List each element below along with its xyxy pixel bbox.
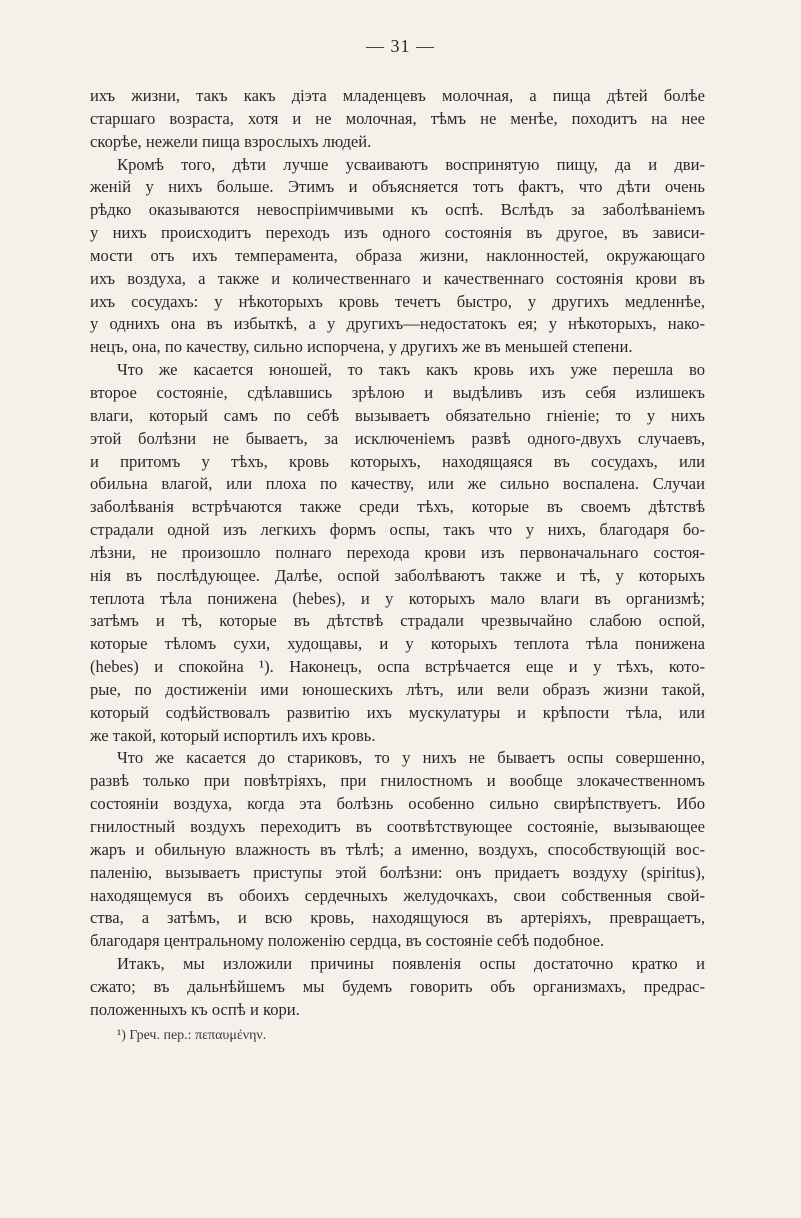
text-line: жаръ и обильную влажность въ тѣлѣ; а именно, воздухъ, способствующій вос- <box>90 839 705 859</box>
text-line: старшаго возраста, хотя и не молочная, тѣмъ не менѣе, походитъ на нее <box>90 108 705 128</box>
text-line: лѣзни, не произошло полнаго перехода крови изъ первоначальнаго состоя- <box>90 542 705 562</box>
text-line: рые, по достиженіи ими юношескихъ лѣтъ, или вели образъ жизни такой, <box>90 679 705 699</box>
page-number: — 31 — <box>366 36 435 56</box>
text-line: Что же касается юношей, то такъ какъ кровь ихъ уже перешла во <box>117 360 705 380</box>
text-line: второе состояніе, сдѣлавшись зрѣлою и выдѣливъ изъ себя излишекъ <box>90 382 705 402</box>
text-line: мости отъ ихъ темперамента, образа жизни, наклонностей, окружающаго <box>90 245 705 265</box>
text-line: скорѣе, нежели пища взрослыхъ людей. <box>90 131 372 151</box>
text-line: заболѣванія встрѣчаются также среди тѣхъ, которые въ своемъ дѣтствѣ <box>90 497 705 517</box>
text-line: состояніи воздуха, когда эта болѣзнь особенно сильно свирѣпствуетъ. Ибо <box>90 794 705 814</box>
text-line: сжато; въ дальнѣйшемъ мы будемъ говорить объ организмахъ, предрас- <box>90 976 705 996</box>
text-line: паленію, вызываетъ приступы этой болѣзни: онъ придаетъ воздуху (spiritus), <box>90 862 705 882</box>
text-line: который содѣйствовалъ развитію ихъ мускулатуры и крѣпости тѣла, или <box>90 702 705 722</box>
text-line: ихъ воздуха, а также и количественнаго и качественнаго состоянія крови въ <box>90 268 705 288</box>
body-text <box>90 85 705 1022</box>
text-line: рѣдко оказываются невоспріимчивыми къ оспѣ. Вслѣдъ за заболѣваніемъ <box>90 200 705 220</box>
text-line: у нихъ происходитъ переходъ изъ одного состоянія въ другое, въ зависи- <box>90 223 705 243</box>
footnote <box>117 1028 266 1044</box>
text-line: нецъ, она, по качеству, сильно испорчена, у другихъ же въ меньшей степени. <box>90 337 633 357</box>
text-line: Итакъ, мы изложили причины появленія оспы достаточно кратко и <box>117 954 705 974</box>
text-line: развѣ только при повѣтріяхъ, при гнилостномъ и вообще злокачественномъ <box>90 771 705 791</box>
text-line: нія въ послѣдующее. Далѣе, оспой заболѣваютъ также и тѣ, у которыхъ <box>90 565 705 585</box>
text-line: находящемуся въ обоихъ сердечныхъ желудочкахъ, свои собственныя свой- <box>90 885 705 905</box>
text-line: ихъ жизни, такъ какъ діэта младенцевъ молочная, а пища дѣтей болѣе <box>90 86 705 105</box>
text-line: ихъ сосудахъ: у нѣкоторыхъ кровь течетъ быстро, у другихъ медленнѣе, <box>90 291 705 311</box>
text-line: этой болѣзни не бываетъ, за исключеніемъ развѣ одного-двухъ случаевъ, <box>90 428 705 448</box>
text-line: благодаря центральному положенію сердца, въ состояніе себѣ подобное. <box>90 931 605 951</box>
text-line: у однихъ она въ избыткѣ, а у другихъ—недостатокъ ея; у нѣкоторыхъ, нако- <box>90 314 705 334</box>
text-line: гнилостный воздухъ переходитъ въ соотвѣтствующее состояніе, вызывающее <box>90 817 705 836</box>
text-line: ства, а затѣмъ, и всю кровь, находящуюся въ артеріяхъ, превращаетъ, <box>90 908 705 928</box>
text-line: теплота тѣла понижена (hebes), и у которыхъ мало влаги въ организмѣ; <box>90 588 705 608</box>
text-line: Кромѣ того, дѣти лучше усваиваютъ воспринятую пищу, да и дви- <box>117 154 705 174</box>
text-line: которые тѣломъ сухи, худощавы, и у которыхъ теплота тѣла понижена <box>90 634 705 654</box>
footnote-marker: ¹) <box>117 1028 126 1043</box>
text-line: же такой, который испортилъ ихъ кровь. <box>90 725 376 745</box>
text-line: положенныхъ къ оспѣ и кори. <box>90 999 300 1019</box>
text-line: затѣмъ и тѣ, которые въ дѣтствѣ страдали чрезвычайно слабою оспой, <box>90 611 705 631</box>
text-line: влаги, который самъ по себѣ вызываетъ обязательно гніеніе; то у нихъ <box>90 405 705 425</box>
text-line: Что же касается до стариковъ, то у нихъ не бываетъ оспы совершенно, <box>117 748 705 768</box>
text-line: страдали одной изъ легкихъ формъ оспы, такъ что у нихъ, благодаря бо- <box>90 520 705 540</box>
text-line: и притомъ у тѣхъ, кровь которыхъ, находящаяся въ сосудахъ, или <box>90 451 705 471</box>
text-line: обильна влагой, или плоха по качеству, или же сильно воспалена. Случаи <box>90 474 705 494</box>
text-line: (hebes) и спокойна ¹). Наконецъ, оспа встрѣчается еще и у тѣхъ, кото- <box>90 657 705 677</box>
footnote-text: Греч. пер.: πεπαυμένην. <box>129 1028 267 1043</box>
text-line: женій у нихъ больше. Этимъ и объясняется тотъ фактъ, что дѣти очень <box>90 177 705 197</box>
